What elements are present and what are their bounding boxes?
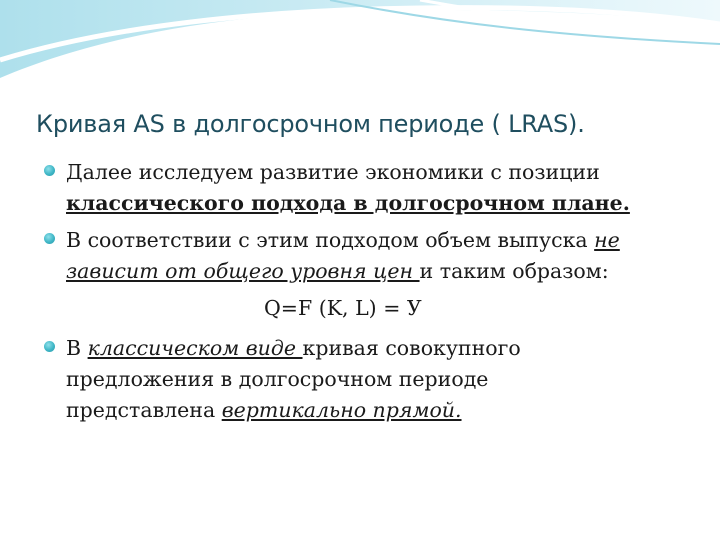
header-swoosh-decoration: [0, 0, 720, 110]
bullet-2-line-2: [66, 257, 609, 285]
bullet-dot-icon: [44, 341, 55, 352]
slide-title: Кривая AS в долгосрочном периоде ( LRAS).: [36, 110, 585, 138]
bullet-2-line-1: [66, 226, 620, 254]
bullet-3-line-1: [66, 334, 521, 362]
bullet-3-emphasis-2: вертикально прямой.: [221, 398, 462, 422]
bullet-2-emphasis-2: зависит от общего уровня цен: [66, 259, 420, 283]
bullet-2-emphasis: не: [594, 228, 620, 252]
bullet-3-text-2: кривая совокупного: [302, 336, 521, 360]
formula: Q=F (K, L) = У: [264, 296, 422, 320]
bullet-3-text: В: [66, 336, 88, 360]
bullet-dot-icon: [44, 233, 55, 244]
bullet-3-line-3: [66, 396, 462, 424]
bullet-1-line-2: классического подхода в долгосрочном плане.: [66, 191, 630, 215]
bullet-1-line-1: Далее исследуем развитие экономики с позиции: [66, 160, 600, 184]
bullet-2-text-2: и таким образом:: [419, 259, 609, 283]
bullet-3-emphasis: классическом виде: [87, 336, 303, 360]
bullet-3-line-2: предложения в долгосрочном периоде: [66, 367, 489, 391]
bullet-dot-icon: [44, 165, 55, 176]
bullet-2-text: В соответствии с этим подходом объем выпуска: [66, 228, 595, 252]
bullet-3-text-3: представлена: [66, 398, 222, 422]
